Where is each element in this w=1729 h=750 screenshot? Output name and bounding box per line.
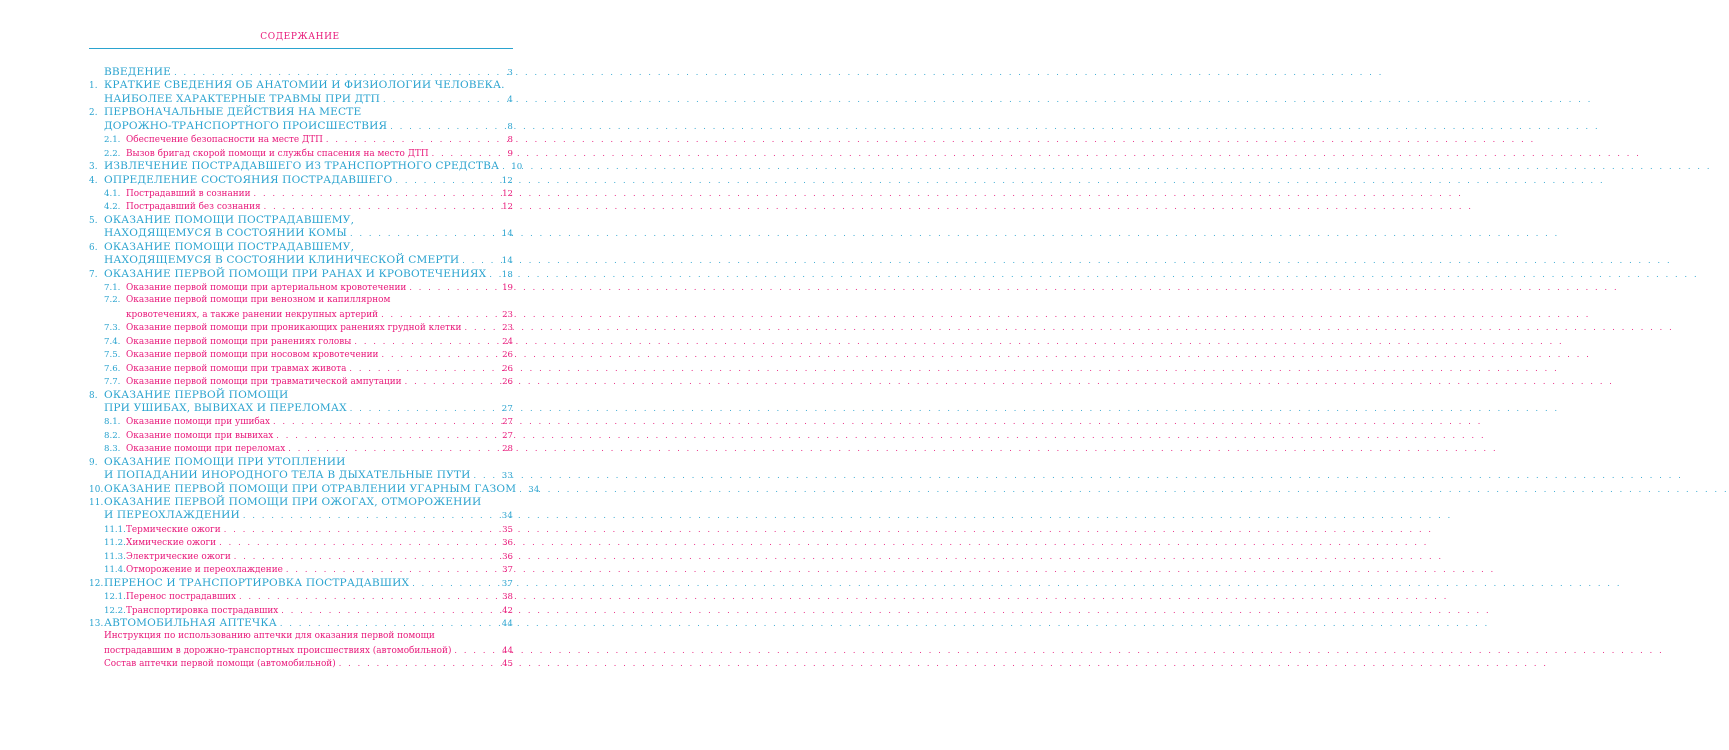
dot-leader [412, 577, 499, 590]
toc-page-number: 23 [502, 323, 513, 334]
toc-entry-title: Химические ожоги [126, 538, 217, 549]
toc-entry-number: 8.3. [104, 444, 121, 455]
toc-entry-title: Пострадавший без сознания [126, 202, 261, 213]
dot-leader [381, 348, 499, 361]
toc-page-number: 14 [501, 256, 513, 267]
dot-leader [273, 415, 499, 428]
toc-entry-number: 12.2. [104, 605, 126, 616]
toc-page-number: 33 [501, 471, 513, 482]
dot-leader [519, 483, 525, 496]
toc-entry-number: 7.3. [104, 323, 121, 334]
toc-entry-line[interactable] [89, 402, 513, 415]
dot-leader [464, 321, 499, 334]
dot-leader [234, 550, 499, 563]
toc-page-number: 8 [507, 135, 513, 146]
dot-leader [224, 523, 499, 536]
toc-entry-line[interactable] [89, 321, 513, 334]
toc-page-number: 27 [501, 403, 513, 414]
dot-leader [502, 160, 508, 173]
toc-entry-title: Оказание помощи при ушибах [126, 417, 271, 428]
toc-page-number: 26 [502, 377, 513, 388]
toc-entry-line[interactable] [89, 120, 513, 133]
toc-page-number: 38 [502, 592, 513, 603]
toc-page-number: 37 [501, 578, 513, 589]
toc-entry-number: 5. [89, 215, 98, 226]
dot-leader [286, 563, 499, 576]
toc-entry-number: 8. [89, 390, 98, 401]
toc-entry-line[interactable] [89, 496, 513, 509]
toc-entry-line[interactable] [89, 577, 513, 590]
toc-entry-title: Транспортировка пострадавших [126, 605, 279, 616]
toc-page-number: 44 [501, 618, 513, 629]
toc-page-number: 3 [507, 68, 513, 78]
toc-entry-number: 11.2. [104, 538, 126, 549]
toc-entry-title: ПРИ УШИБАХ, ВЫВИХАХ И ПЕРЕЛОМАХ [104, 401, 347, 414]
dot-leader [354, 335, 499, 348]
toc-page-number: 24 [502, 336, 513, 347]
toc-page-number: 28 [502, 444, 513, 455]
dot-leader [405, 375, 499, 388]
toc-entry-title: ОПРЕДЕЛЕНИЕ СОСТОЯНИЯ ПОСТРАДАВШЕГО [104, 173, 393, 186]
toc-entry-title: ПЕРЕНОС И ТРАНСПОРТИРОВКА ПОСТРАДАВШИХ [104, 576, 410, 589]
toc-entry-number: 6. [89, 242, 98, 253]
toc-entry-title: Вызов бригад скорой помощи и службы спасения на место ДТП [126, 148, 429, 159]
page-title: СОДЕРЖАНИЕ [260, 32, 340, 42]
toc-entry-line[interactable] [89, 133, 513, 146]
toc-entry-line[interactable] [89, 657, 513, 670]
toc-entry-number: 7.2. [104, 295, 121, 306]
toc-entry-title: Термические ожоги [126, 524, 221, 535]
header-rule [89, 48, 513, 49]
dot-leader [281, 604, 499, 617]
dot-leader [254, 187, 500, 200]
toc-entry-title: пострадавшим в дорожно-транспортных происшествиях (автомобильной) [104, 645, 452, 656]
dot-leader [474, 469, 499, 482]
dot-leader [381, 308, 499, 321]
toc-entry-title: кровотечениях, а также ранении некрупных артерий [126, 309, 379, 320]
toc-entry-title: Оказание первой помощи при травматической ампутации [126, 377, 402, 388]
toc-entry-number: 1. [89, 81, 98, 92]
toc-page-number: 36 [502, 551, 513, 562]
toc-entry-title: ОКАЗАНИЕ ПОМОЩИ ПОСТРАДАВШЕМУ, [104, 240, 355, 253]
dot-leader [462, 254, 498, 267]
toc-entry-line[interactable] [89, 617, 513, 630]
toc-entry-line[interactable] [89, 294, 513, 307]
toc-entry-line[interactable] [89, 604, 513, 617]
dot-leader [174, 66, 502, 79]
toc-entry-line[interactable] [89, 281, 513, 294]
table-of-contents [89, 66, 540, 671]
dot-leader [280, 617, 499, 630]
toc-entry-number: 7.4. [104, 336, 121, 347]
toc-entry-line[interactable] [89, 227, 513, 240]
dot-leader [390, 120, 502, 133]
toc-entry-title: Оказание первой помощи при венозном и капиллярном [126, 295, 391, 306]
toc-page-number: 9 [507, 148, 513, 159]
toc-entry-title: Оказание первой помощи при проникающих ранениях грудной клетки [126, 323, 462, 334]
toc-entry-title: Оказание первой помощи при ранениях головы [126, 336, 352, 347]
toc-entry-number: 4. [89, 175, 98, 186]
toc-entry-number: 7.1. [104, 283, 121, 293]
dot-leader [409, 281, 499, 294]
toc-entry-line[interactable] [89, 442, 513, 455]
toc-entry-title: Оказание первой помощи при травмах живота [126, 363, 347, 374]
toc-entry-title: ОКАЗАНИЕ ПОМОЩИ ПОСТРАДАВШЕМУ, [104, 213, 355, 226]
toc-entry-line[interactable] [89, 415, 513, 428]
toc-entry-line[interactable] [89, 79, 513, 92]
toc-entry-number: 2.2. [104, 148, 121, 159]
toc-entry-line[interactable] [89, 469, 513, 482]
toc-entry-number: 8.1. [104, 417, 121, 428]
toc-entry-line[interactable] [89, 509, 513, 522]
toc-entry-title: ОКАЗАНИЕ ПОМОЩИ ПРИ УТОПЛЕНИИ [104, 455, 346, 468]
toc-entry-title: ОКАЗАНИЕ ПЕРВОЙ ПОМОЩИ ПРИ ОЖОГАХ, ОТМОРОЖЕНИИ [104, 496, 482, 508]
toc-entry-title: ИЗВЛЕЧЕНИЕ ПОСТРАДАВШЕГО ИЗ ТРАНСПОРТНОГО СРЕДСТВА [104, 160, 500, 173]
dot-leader [239, 590, 499, 603]
toc-entry-title: ВВЕДЕНИЕ [104, 66, 172, 78]
toc-entry-title: НАИБОЛЕЕ ХАРАКТЕРНЫЕ ТРАВМЫ ПРИ ДТП [104, 92, 381, 105]
toc-page-number: 12 [502, 202, 513, 213]
toc-page-number: 34 [501, 511, 513, 522]
toc-entry-title: Перенос пострадавших [126, 592, 237, 603]
toc-page-number: 26 [502, 363, 513, 374]
toc-entry-line[interactable] [89, 268, 513, 281]
toc-page-number: 36 [502, 538, 513, 549]
toc-entry-line[interactable] [89, 362, 513, 375]
toc-page-number: 27 [502, 430, 513, 441]
toc-entry-line[interactable] [89, 106, 513, 119]
dot-leader [350, 227, 499, 240]
toc-entry-number: 12.1. [104, 592, 126, 603]
dot-leader [288, 442, 499, 455]
toc-entry-line[interactable] [89, 200, 513, 213]
toc-entry-title: ОКАЗАНИЕ ПЕРВОЙ ПОМОЩИ [104, 388, 289, 401]
toc-entry-number: 7.5. [104, 350, 121, 361]
toc-entry-number: 11.4. [104, 565, 126, 576]
toc-entry-title: И ПОПАДАНИИ ИНОРОДНОГО ТЕЛА В ДЫХАТЕЛЬНЫЕ ПУТИ [104, 469, 471, 482]
toc-entry-line[interactable] [89, 482, 540, 496]
dot-leader [349, 362, 499, 375]
dot-leader [276, 429, 499, 442]
toc-entry-line[interactable] [89, 644, 513, 657]
toc-entry-title: ДОРОЖНО-ТРАНСПОРТНОГО ПРОИСШЕСТВИЯ [104, 119, 388, 132]
toc-entry-title: Оказание помощи при вывихах [126, 430, 274, 441]
toc-entry-title: Пострадавший в сознании [126, 188, 251, 199]
dot-leader [395, 174, 498, 187]
toc-entry-number: 7. [89, 269, 98, 280]
toc-entry-title: Электрические ожоги [126, 551, 231, 562]
dot-leader [454, 644, 499, 657]
toc-entry-title: ОКАЗАНИЕ ПЕРВОЙ ПОМОЩИ ПРИ ОТРАВЛЕНИИ УГАРНЫМ ГАЗОМ [104, 482, 517, 495]
toc-entry-line[interactable] [89, 456, 513, 469]
toc-entry-number: 12. [89, 578, 104, 589]
toc-entry-line[interactable] [89, 214, 513, 227]
toc-page-number: 19 [502, 283, 513, 293]
toc-entry-line[interactable] [89, 375, 513, 388]
toc-entry-number: 10. [89, 484, 104, 495]
toc-entry-title: Инструкция по использованию аптечки для оказания первой помощи [104, 631, 435, 642]
toc-entry-number: 7.7. [104, 377, 121, 388]
dot-leader [243, 509, 499, 522]
toc-page-number: 23 [502, 309, 513, 320]
dot-leader [219, 536, 499, 549]
toc-page-number: 45 [502, 659, 513, 670]
toc-entry-title: Оказание помощи при переломах [126, 444, 286, 455]
dot-leader [264, 200, 499, 213]
toc-entry-title: Оказание первой помощи при носовом кровотечении [126, 350, 379, 361]
toc-entry-title: Состав аптечки первой помощи (автомобильной) [104, 659, 336, 670]
toc-entry-number: 11.1. [104, 524, 126, 535]
toc-entry-number: 11. [89, 498, 104, 508]
toc-entry-line[interactable] [89, 254, 513, 267]
toc-page-number: 8 [507, 121, 513, 132]
toc-entry-line[interactable] [89, 147, 513, 160]
toc-entry-line[interactable] [89, 335, 513, 348]
toc-page-number: 35 [502, 524, 513, 535]
toc-entry-title: АВТОМОБИЛЬНАЯ АПТЕЧКА [104, 616, 277, 629]
toc-page-number: 10 [511, 162, 523, 173]
toc-entry-line[interactable] [89, 241, 513, 254]
toc-page-number: 37 [502, 565, 513, 576]
toc-entry-line[interactable] [89, 174, 513, 187]
toc-page-number: 34 [528, 484, 540, 495]
toc-entry-line[interactable] [89, 93, 513, 106]
toc-entry-line[interactable] [89, 550, 513, 563]
toc-page-number: 42 [502, 605, 513, 616]
toc-entry-title: ОКАЗАНИЕ ПЕРВОЙ ПОМОЩИ ПРИ РАНАХ И КРОВОТЕЧЕНИЯХ [104, 267, 487, 280]
dot-leader [489, 268, 498, 281]
toc-entry-number: 2. [89, 108, 98, 119]
toc-page-number: 12 [501, 175, 513, 186]
toc-entry-number: 3. [89, 162, 98, 173]
toc-entry-number: 13. [89, 618, 104, 629]
toc-entry-line[interactable] [89, 429, 513, 442]
toc-page-number: 44 [502, 645, 513, 656]
toc-entry-line[interactable] [89, 563, 513, 576]
toc-entry-number: 9. [89, 457, 98, 468]
toc-entry-line[interactable] [89, 389, 513, 402]
toc-entry-number: 8.2. [104, 430, 121, 441]
toc-entry-line[interactable] [89, 523, 513, 536]
toc-entry-number: 7.6. [104, 363, 121, 374]
toc-entry-number: 4.2. [104, 202, 121, 213]
toc-entry-line[interactable] [89, 348, 513, 361]
toc-entry-title: НАХОДЯЩЕМУСЯ В СОСТОЯНИИ КОМЫ [104, 227, 347, 240]
toc-entry-number: 2.1. [104, 135, 121, 146]
dot-leader [383, 93, 502, 106]
toc-entry-line[interactable] [89, 590, 513, 603]
toc-entry-line[interactable] [89, 308, 513, 321]
toc-entry-number: 11.3. [104, 551, 126, 562]
toc-entry-number: 4.1. [104, 188, 121, 199]
toc-page-number: 18 [501, 269, 513, 280]
dot-leader [326, 133, 502, 146]
toc-entry-line[interactable] [89, 536, 513, 549]
toc-page-number: 12 [502, 188, 513, 199]
toc-entry-title: Отморожение и переохлаждение [126, 565, 283, 576]
dot-leader [432, 147, 502, 160]
toc-entry-line[interactable] [89, 630, 513, 643]
dot-leader [339, 657, 499, 670]
toc-entry-title: КРАТКИЕ СВЕДЕНИЯ ОБ АНАТОМИИ И ФИЗИОЛОГИИ ЧЕЛОВЕКА. [104, 79, 505, 92]
toc-page-number: 26 [502, 350, 513, 361]
toc-page-number: 4 [507, 94, 513, 105]
toc-entry-line[interactable] [89, 187, 513, 200]
toc-page-number: 14 [501, 229, 513, 240]
toc-entry-title: Обеспечение безопасности на месте ДТП [126, 135, 323, 146]
toc-entry-title: НАХОДЯЩЕМУСЯ В СОСТОЯНИИ КЛИНИЧЕСКОЙ СМЕРТИ [104, 254, 460, 267]
toc-entry-line[interactable] [89, 160, 523, 173]
toc-entry-title: ПЕРВОНАЧАЛЬНЫЕ ДЕЙСТВИЯ НА МЕСТЕ [104, 106, 362, 119]
toc-entry-line[interactable] [89, 66, 513, 79]
toc-entry-title: И ПЕРЕОХЛАЖДЕНИИ [104, 509, 240, 522]
toc-page-number: 27 [502, 417, 513, 428]
toc-entry-title: Оказание первой помощи при артериальном кровотечении [126, 283, 407, 293]
dot-leader [350, 402, 499, 415]
